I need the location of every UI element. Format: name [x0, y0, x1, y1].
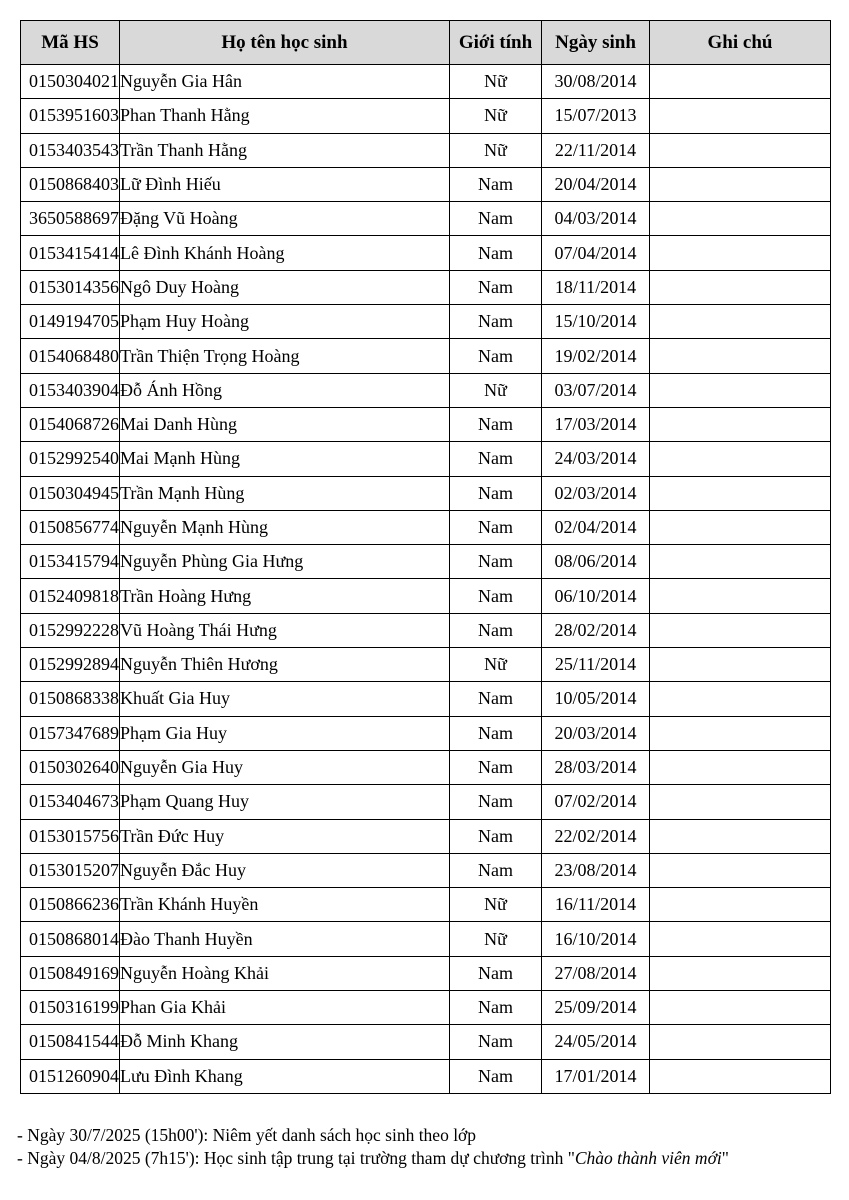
student-id-cell: 0154068726: [21, 407, 120, 441]
date-of-birth-cell: 07/04/2014: [542, 236, 650, 270]
table-row: [21, 819, 831, 853]
date-of-birth-cell: 30/08/2014: [542, 65, 650, 99]
note-cell: [650, 819, 831, 853]
student-id-cell: 0152409818: [21, 579, 120, 613]
date-of-birth-cell: 27/08/2014: [542, 956, 650, 990]
student-id-cell: 0153403904: [21, 373, 120, 407]
student-name-cell: Trần Thanh Hằng: [120, 133, 450, 167]
date-of-birth-cell: 24/05/2014: [542, 1025, 650, 1059]
student-name-cell: Mai Danh Hùng: [120, 407, 450, 441]
note-cell: [650, 202, 831, 236]
date-of-birth-cell: 07/02/2014: [542, 785, 650, 819]
table-row: [21, 716, 831, 750]
student-name-cell: Nguyễn Hoàng Khải: [120, 956, 450, 990]
gender-cell: Nam: [450, 545, 542, 579]
gender-cell: Nam: [450, 613, 542, 647]
date-of-birth-cell: 22/11/2014: [542, 133, 650, 167]
student-id-cell: 0152992228: [21, 613, 120, 647]
table-row: [21, 339, 831, 373]
header-gender: Giới tính: [450, 21, 542, 65]
date-of-birth-cell: 17/03/2014: [542, 407, 650, 441]
date-of-birth-cell: 16/11/2014: [542, 888, 650, 922]
student-name-cell: Khuất Gia Huy: [120, 682, 450, 716]
gender-cell: Nam: [450, 407, 542, 441]
gender-cell: Nam: [450, 305, 542, 339]
gender-cell: Nam: [450, 339, 542, 373]
header-date-of-birth: Ngày sinh: [542, 21, 650, 65]
date-of-birth-cell: 02/04/2014: [542, 510, 650, 544]
date-of-birth-cell: 19/02/2014: [542, 339, 650, 373]
note-cell: [650, 270, 831, 304]
student-name-cell: Lê Đình Khánh Hoàng: [120, 236, 450, 270]
gender-cell: Nam: [450, 750, 542, 784]
date-of-birth-cell: 20/04/2014: [542, 167, 650, 201]
note-cell: [650, 991, 831, 1025]
note-cell: [650, 510, 831, 544]
table-row: [21, 407, 831, 441]
student-id-cell: 0153015756: [21, 819, 120, 853]
gender-cell: Nữ: [450, 133, 542, 167]
date-of-birth-cell: 06/10/2014: [542, 579, 650, 613]
student-name-cell: Nguyễn Phùng Gia Hưng: [120, 545, 450, 579]
table-row: [21, 750, 831, 784]
student-id-cell: 0153415414: [21, 236, 120, 270]
student-name-cell: Mai Mạnh Hùng: [120, 442, 450, 476]
table-header-row: [21, 21, 831, 65]
note-cell: [650, 888, 831, 922]
note-cell: [650, 956, 831, 990]
student-id-cell: 0153951603: [21, 99, 120, 133]
student-name-cell: Phan Thanh Hằng: [120, 99, 450, 133]
note-line-1: - Ngày 30/7/2025 (15h00'): Niêm yết danh sách học sinh theo lớp: [17, 1125, 477, 1145]
date-of-birth-cell: 28/03/2014: [542, 750, 650, 784]
student-id-cell: 0150302640: [21, 750, 120, 784]
date-of-birth-cell: 25/09/2014: [542, 991, 650, 1025]
table-row: [21, 922, 831, 956]
date-of-birth-cell: 22/02/2014: [542, 819, 650, 853]
student-id-cell: 3650588697: [21, 202, 120, 236]
gender-cell: Nam: [450, 853, 542, 887]
date-of-birth-cell: 15/10/2014: [542, 305, 650, 339]
note-cell: [650, 922, 831, 956]
student-id-cell: 0154068480: [21, 339, 120, 373]
note-line-2-prefix: - Ngày 04/8/2025 (7h15'): Học sinh tập trung tại trường tham dự chương trình ": [17, 1148, 575, 1168]
table-row: [21, 888, 831, 922]
note-cell: [650, 373, 831, 407]
student-name-cell: Ngô Duy Hoàng: [120, 270, 450, 304]
table-row: [21, 991, 831, 1025]
student-name-cell: Phạm Quang Huy: [120, 785, 450, 819]
note-cell: [650, 65, 831, 99]
table-row: [21, 579, 831, 613]
gender-cell: Nam: [450, 510, 542, 544]
gender-cell: Nam: [450, 202, 542, 236]
gender-cell: Nam: [450, 476, 542, 510]
note-cell: [650, 853, 831, 887]
note-cell: [650, 785, 831, 819]
header-note: Ghi chú: [650, 21, 831, 65]
student-id-cell: 0153014356: [21, 270, 120, 304]
student-id-cell: 0149194705: [21, 305, 120, 339]
gender-cell: Nam: [450, 442, 542, 476]
gender-cell: Nam: [450, 236, 542, 270]
note-line-2-program-name: Chào thành viên mới: [574, 1148, 722, 1168]
note-cell: [650, 1025, 831, 1059]
student-name-cell: Phạm Gia Huy: [120, 716, 450, 750]
student-id-cell: 0150868403: [21, 167, 120, 201]
student-id-cell: 0157347689: [21, 716, 120, 750]
date-of-birth-cell: 25/11/2014: [542, 648, 650, 682]
gender-cell: Nữ: [450, 648, 542, 682]
table-row: [21, 202, 831, 236]
gender-cell: Nam: [450, 956, 542, 990]
table-row: [21, 956, 831, 990]
table-row: [21, 373, 831, 407]
header-student-id: Mã HS: [21, 21, 120, 65]
student-id-cell: 0150304021: [21, 65, 120, 99]
gender-cell: Nam: [450, 682, 542, 716]
table-row: [21, 1025, 831, 1059]
student-name-cell: Phan Gia Khải: [120, 991, 450, 1025]
student-name-cell: Nguyễn Đắc Huy: [120, 853, 450, 887]
student-id-cell: 0153403543: [21, 133, 120, 167]
table-row: [21, 167, 831, 201]
gender-cell: Nữ: [450, 373, 542, 407]
date-of-birth-cell: 17/01/2014: [542, 1059, 650, 1093]
student-name-cell: Nguyễn Mạnh Hùng: [120, 510, 450, 544]
table-row: [21, 133, 831, 167]
notes-section: [17, 1124, 729, 1170]
date-of-birth-cell: 03/07/2014: [542, 373, 650, 407]
gender-cell: Nam: [450, 1059, 542, 1093]
table-row: [21, 510, 831, 544]
gender-cell: Nam: [450, 579, 542, 613]
date-of-birth-cell: 04/03/2014: [542, 202, 650, 236]
student-id-cell: 0150868338: [21, 682, 120, 716]
student-name-cell: Nguyễn Thiên Hương: [120, 648, 450, 682]
student-name-cell: Trần Thiện Trọng Hoàng: [120, 339, 450, 373]
table-body: [21, 65, 831, 1094]
student-id-cell: 0150856774: [21, 510, 120, 544]
note-cell: [650, 476, 831, 510]
note-cell: [650, 305, 831, 339]
table-row: [21, 648, 831, 682]
gender-cell: Nữ: [450, 65, 542, 99]
date-of-birth-cell: 16/10/2014: [542, 922, 650, 956]
student-id-cell: 0152992540: [21, 442, 120, 476]
student-name-cell: Phạm Huy Hoàng: [120, 305, 450, 339]
table-row: [21, 236, 831, 270]
note-cell: [650, 545, 831, 579]
date-of-birth-cell: 02/03/2014: [542, 476, 650, 510]
note-cell: [650, 750, 831, 784]
note-cell: [650, 407, 831, 441]
student-id-cell: 0150304945: [21, 476, 120, 510]
student-id-cell: 0150841544: [21, 1025, 120, 1059]
gender-cell: Nam: [450, 716, 542, 750]
note-cell: [650, 579, 831, 613]
date-of-birth-cell: 18/11/2014: [542, 270, 650, 304]
student-name-cell: Vũ Hoàng Thái Hưng: [120, 613, 450, 647]
date-of-birth-cell: 10/05/2014: [542, 682, 650, 716]
note-cell: [650, 339, 831, 373]
note-cell: [650, 167, 831, 201]
note-cell: [650, 648, 831, 682]
gender-cell: Nam: [450, 270, 542, 304]
student-name-cell: Trần Hoàng Hưng: [120, 579, 450, 613]
student-name-cell: Lưu Đình Khang: [120, 1059, 450, 1093]
table-row: [21, 99, 831, 133]
note-cell: [650, 682, 831, 716]
gender-cell: Nam: [450, 167, 542, 201]
table-row: [21, 65, 831, 99]
student-id-cell: 0153015207: [21, 853, 120, 887]
student-id-cell: 0153404673: [21, 785, 120, 819]
date-of-birth-cell: 20/03/2014: [542, 716, 650, 750]
student-name-cell: Nguyễn Gia Hân: [120, 65, 450, 99]
note-cell: [650, 613, 831, 647]
gender-cell: Nữ: [450, 922, 542, 956]
gender-cell: Nam: [450, 785, 542, 819]
date-of-birth-cell: 15/07/2013: [542, 99, 650, 133]
gender-cell: Nữ: [450, 99, 542, 133]
table-row: [21, 442, 831, 476]
table-row: [21, 1059, 831, 1093]
note-cell: [650, 236, 831, 270]
note-line-2-suffix: ": [721, 1148, 729, 1168]
table-row: [21, 270, 831, 304]
student-name-cell: Đặng Vũ Hoàng: [120, 202, 450, 236]
student-id-cell: 0150868014: [21, 922, 120, 956]
note-cell: [650, 99, 831, 133]
gender-cell: Nam: [450, 819, 542, 853]
student-id-cell: 0150316199: [21, 991, 120, 1025]
student-name-cell: Nguyễn Gia Huy: [120, 750, 450, 784]
student-id-cell: 0150866236: [21, 888, 120, 922]
note-cell: [650, 442, 831, 476]
student-name-cell: Đào Thanh Huyền: [120, 922, 450, 956]
student-name-cell: Trần Mạnh Hùng: [120, 476, 450, 510]
table-row: [21, 613, 831, 647]
table-row: [21, 853, 831, 887]
date-of-birth-cell: 28/02/2014: [542, 613, 650, 647]
note-cell: [650, 716, 831, 750]
student-name-cell: Đỗ Ánh Hồng: [120, 373, 450, 407]
gender-cell: Nam: [450, 1025, 542, 1059]
table-row: [21, 305, 831, 339]
student-id-cell: 0150849169: [21, 956, 120, 990]
table-row: [21, 476, 831, 510]
student-name-cell: Trần Khánh Huyền: [120, 888, 450, 922]
table-row: [21, 785, 831, 819]
date-of-birth-cell: 23/08/2014: [542, 853, 650, 887]
note-cell: [650, 133, 831, 167]
gender-cell: Nữ: [450, 888, 542, 922]
student-id-cell: 0151260904: [21, 1059, 120, 1093]
note-line-2: [17, 1147, 729, 1170]
student-id-cell: 0153415794: [21, 545, 120, 579]
date-of-birth-cell: 08/06/2014: [542, 545, 650, 579]
table-row: [21, 682, 831, 716]
student-list-table: [20, 20, 831, 1094]
student-id-cell: 0152992894: [21, 648, 120, 682]
note-cell: [650, 1059, 831, 1093]
student-name-cell: Trần Đức Huy: [120, 819, 450, 853]
table-row: [21, 545, 831, 579]
gender-cell: Nam: [450, 991, 542, 1025]
date-of-birth-cell: 24/03/2014: [542, 442, 650, 476]
student-name-cell: Đỗ Minh Khang: [120, 1025, 450, 1059]
header-student-name: Họ tên học sinh: [120, 21, 450, 65]
student-name-cell: Lữ Đình Hiếu: [120, 167, 450, 201]
